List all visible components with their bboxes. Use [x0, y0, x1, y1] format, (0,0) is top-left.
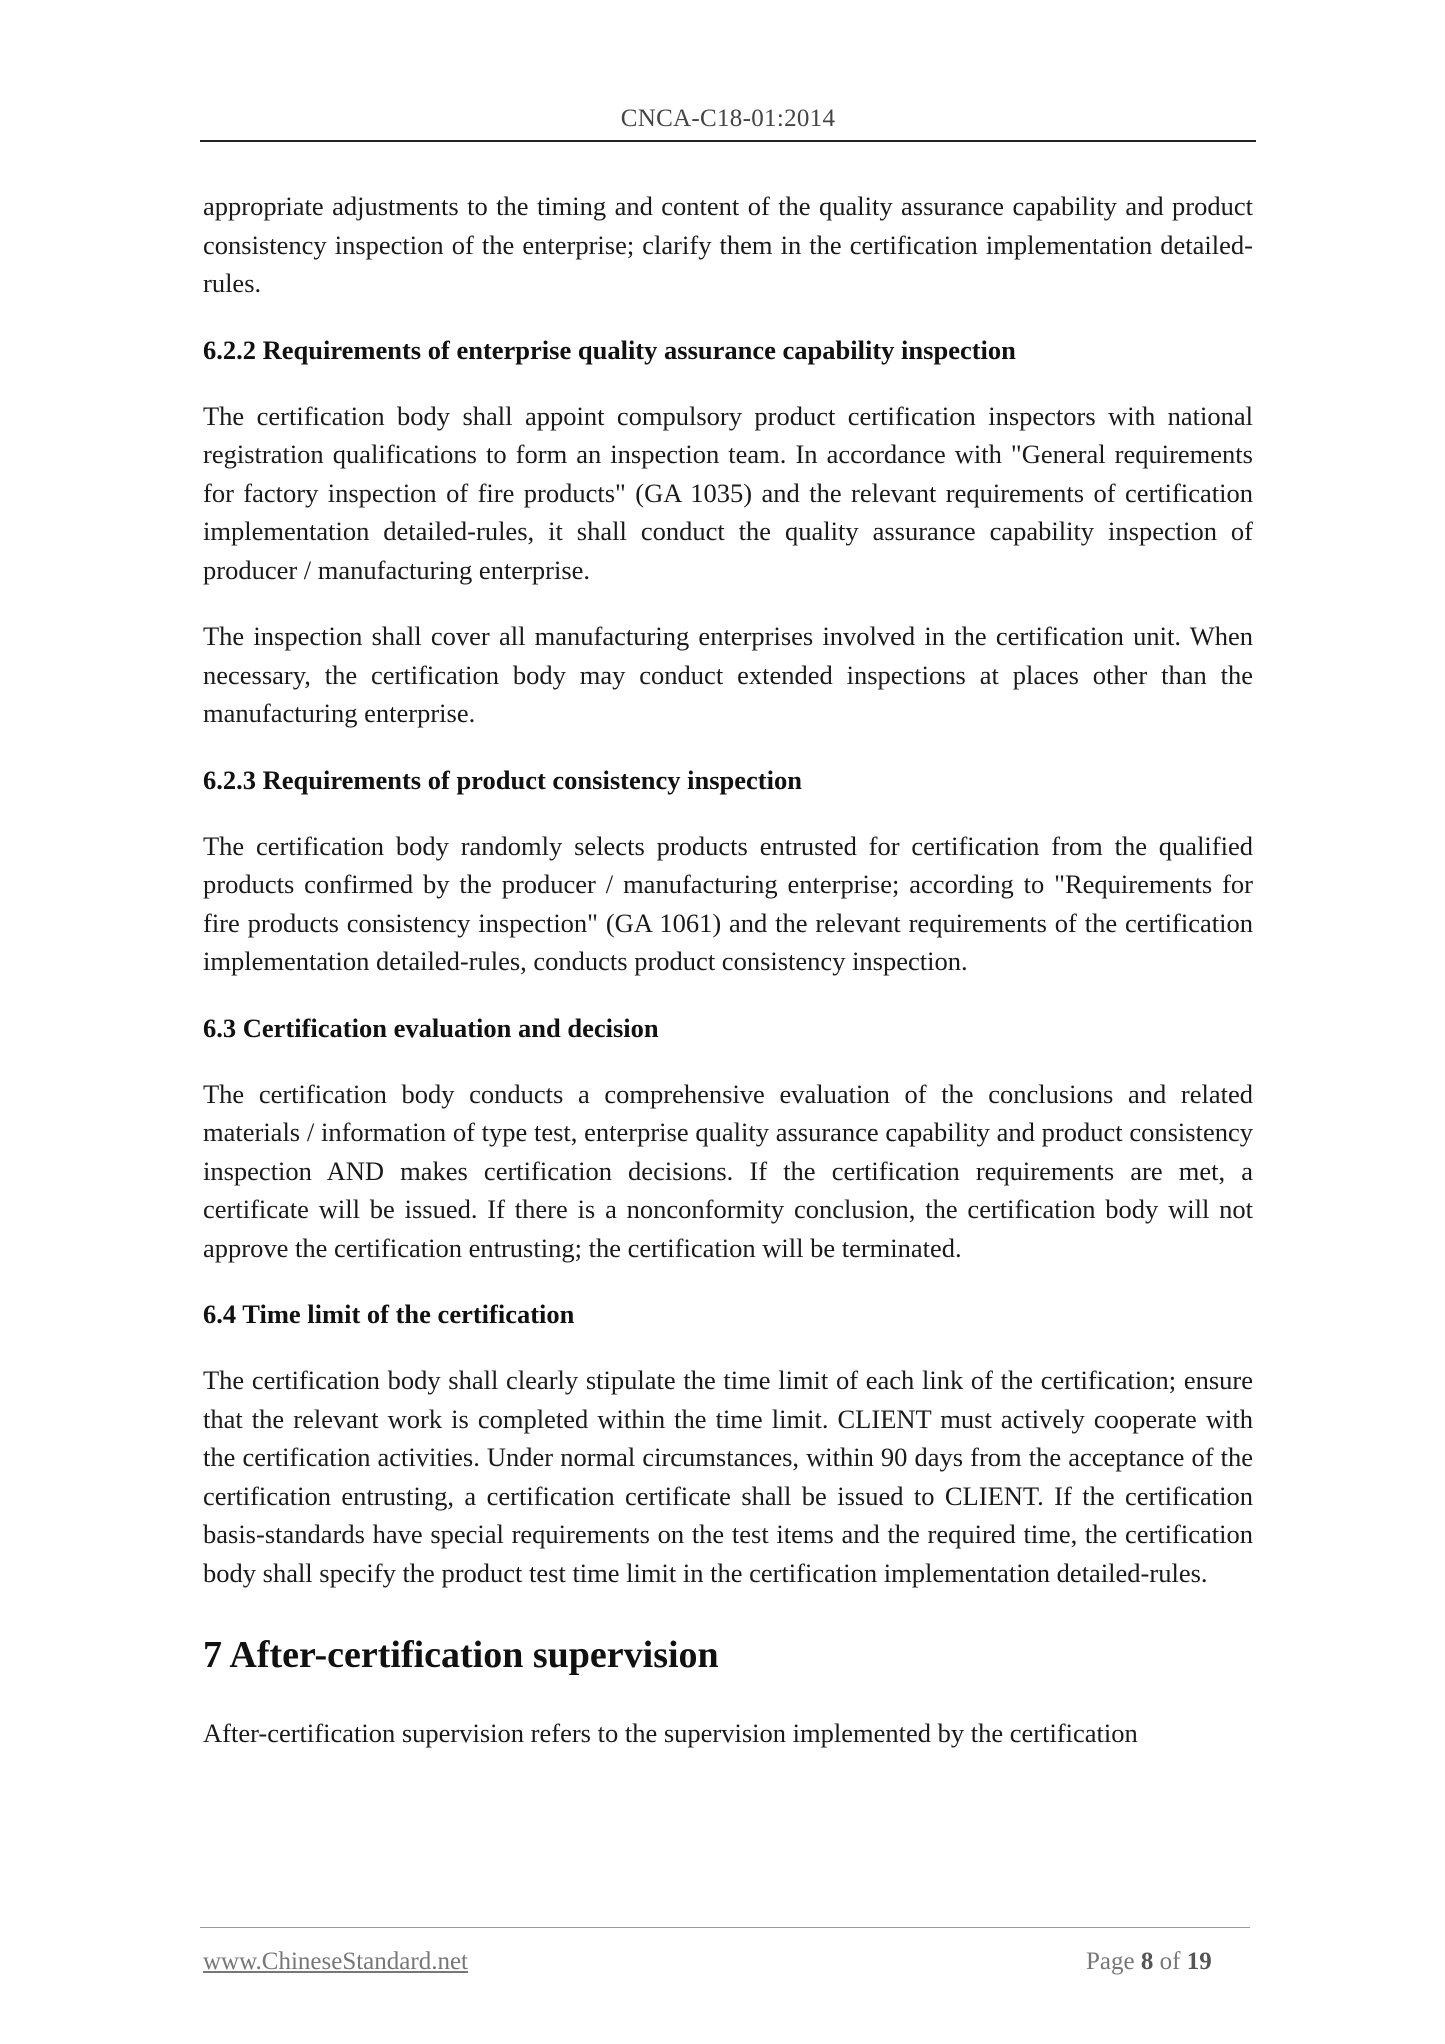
page-header — [200, 104, 1256, 142]
paragraph-6-2-2-2: The inspection shall cover all manufacturing enterprises involved in the certification unit. When necessary, the certification body may conduct extended inspections at places other than the manufacturing enterprise. — [203, 621, 1253, 728]
section-heading-6-3: 6.3 Certification evaluation and decision — [203, 1012, 659, 1043]
section-heading-6-2-3: 6.2.3 Requirements of product consistency inspection — [203, 764, 802, 795]
paragraph-6-2-3-1: The certification body randomly selects products entrusted for certification from the qualified products confirmed by the producer / manufacturing enterprise; according to "Requirements for fire products consistency inspection" (GA 1061) and the relevant requirements of the certification implementation detailed-rules, conducts product consistency inspection. — [203, 830, 1253, 976]
intro-paragraph: appropriate adjustments to the timing and content of the quality assurance capability and product consistency inspection of the enterprise; clarify them in the certification implementation detailed-rules. — [203, 191, 1253, 298]
page-number — [1086, 1947, 1212, 1977]
footer-divider — [200, 1927, 1250, 1928]
page-total: 19 — [1186, 1948, 1212, 1975]
page-label: Page — [1086, 1948, 1135, 1975]
page-current: 8 — [1140, 1948, 1154, 1975]
section-heading-6-4: 6.4 Time limit of the certification — [203, 1299, 575, 1329]
section-heading-6-2-2: 6.2.2 Requirements of enterprise quality assurance capability inspection — [203, 334, 1016, 365]
website-link[interactable]: www.ChineseStandard.net — [203, 1948, 468, 1975]
document-body — [203, 187, 1253, 1781]
paragraph-6-2-2-1: The certification body shall appoint compulsory product certification inspectors with national registration qualifications to form an inspection team. In accordance with "General requirements for factory inspection of fire products" (GA 1035) and the relevant requirements of certification implementation detailed-rules, it shall conduct the quality assurance capability inspection of producer / manufacturing enterprise. — [203, 400, 1253, 585]
page-of-label: of — [1159, 1948, 1181, 1975]
document-code: CNCA-C18-01:2014 — [620, 105, 836, 132]
paragraph-6-3-1: The certification body conducts a comprehensive evaluation of the conclusions and related materials / information of type test, enterprise quality assurance capability and product consistency inspection AND makes certification decisions. If the certification requirements are met, a certificate will be issued. If there is a nonconformity conclusion, the certification body will not approve the certification entrusting; the certification will be terminated. — [203, 1078, 1253, 1263]
chapter-heading-7: 7 After-certification supervision — [203, 1634, 719, 1676]
paragraph-6-4-1: The certification body shall clearly stipulate the time limit of each link of the certification; ensure that the relevant work is completed within the time limit. CLIENT must actively cooperate with the certification activities. Under normal circumstances, within 90 days from the acceptance of the certification entrusting, a certification certificate shall be issued to CLIENT. If the certification basis-standards have special requirements on the test items and the required time, the certification body shall specify the product test time limit in the certification implementation detailed-rules. — [203, 1365, 1253, 1588]
paragraph-7-1: After-certification supervision refers to the supervision implemented by the certification — [203, 1718, 1138, 1748]
